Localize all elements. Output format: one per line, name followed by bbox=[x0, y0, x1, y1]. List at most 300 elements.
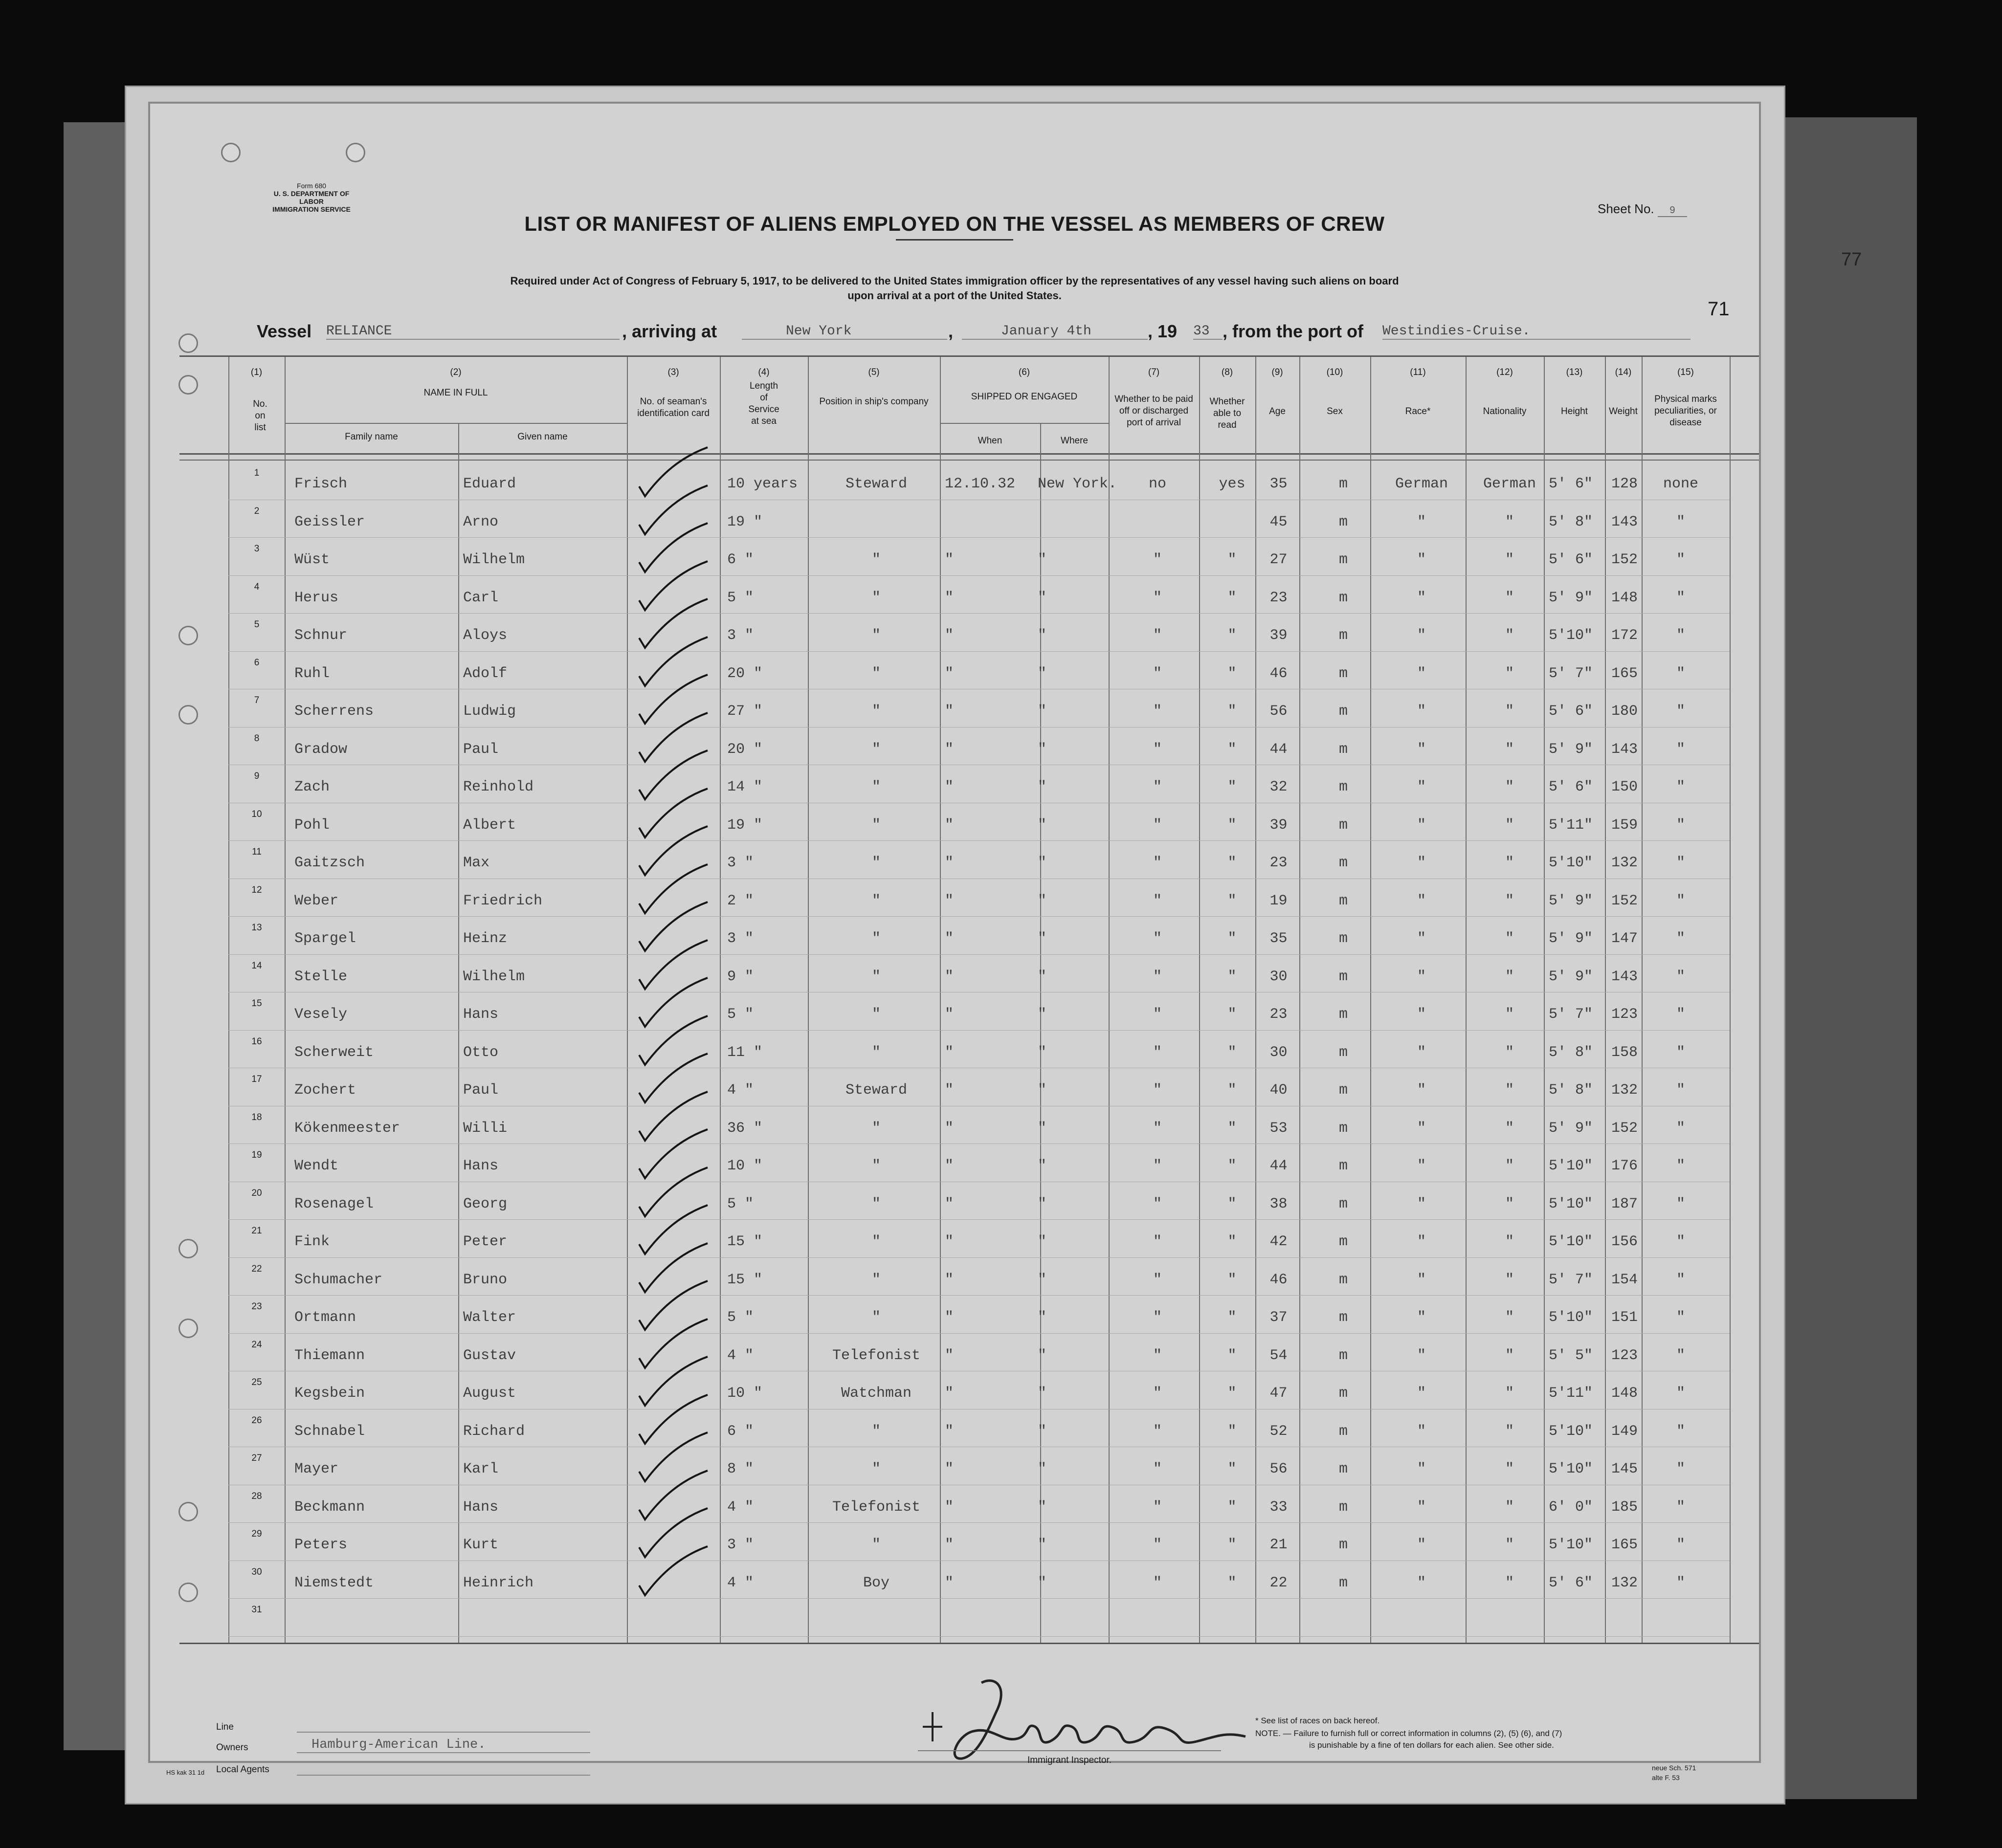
row-number: 7 bbox=[254, 695, 260, 705]
arrival-year: 33 bbox=[1193, 324, 1223, 340]
row-number: 29 bbox=[251, 1529, 262, 1539]
physical-marks: " bbox=[1676, 665, 1685, 682]
age: 23 bbox=[1269, 589, 1288, 606]
able-to-read: " bbox=[1227, 1120, 1237, 1137]
age: 35 bbox=[1269, 476, 1288, 492]
sex: m bbox=[1338, 968, 1348, 985]
height: 5' 6" bbox=[1549, 779, 1593, 795]
given-name: Hans bbox=[463, 1158, 499, 1174]
col-6-header: SHIPPED OR ENGAGED bbox=[971, 392, 1078, 402]
height: 5' 8" bbox=[1549, 513, 1593, 530]
physical-marks: " bbox=[1676, 968, 1685, 985]
shipped-when: " bbox=[945, 1498, 954, 1516]
race: " bbox=[1417, 892, 1426, 909]
col-14-header: Weight bbox=[1609, 406, 1638, 417]
physical-marks: " bbox=[1676, 1347, 1685, 1364]
sex: m bbox=[1338, 1044, 1348, 1061]
ship-position: " bbox=[871, 1233, 881, 1250]
ref-new: neue Sch. 571 bbox=[1652, 1764, 1696, 1772]
table-row bbox=[179, 1220, 1759, 1258]
note-label: NOTE. — bbox=[1255, 1729, 1291, 1738]
paid-off: " bbox=[1153, 779, 1162, 795]
table-row bbox=[179, 538, 1759, 576]
agents-label: Local Agents bbox=[216, 1764, 269, 1775]
race: " bbox=[1417, 930, 1426, 947]
weight: 154 bbox=[1611, 1271, 1638, 1288]
nationality: " bbox=[1505, 1574, 1514, 1591]
family-name: Geissler bbox=[294, 513, 365, 530]
row-number: 18 bbox=[251, 1112, 262, 1122]
owners-label: Owners bbox=[216, 1742, 248, 1753]
col-11-header: Race* bbox=[1405, 406, 1431, 417]
able-to-read: " bbox=[1227, 1423, 1237, 1440]
weight: 152 bbox=[1611, 892, 1638, 909]
age: 30 bbox=[1269, 968, 1288, 985]
nationality: " bbox=[1505, 1006, 1514, 1023]
physical-marks: " bbox=[1676, 1158, 1685, 1174]
family-name: Kegsbein bbox=[294, 1385, 365, 1402]
shipped-when: " bbox=[945, 1120, 954, 1137]
table-row bbox=[179, 1258, 1759, 1296]
family-name: Schnur bbox=[294, 627, 348, 644]
age: 27 bbox=[1269, 551, 1288, 568]
ship-position: Boy bbox=[863, 1574, 890, 1591]
service-length: 15 " bbox=[727, 1233, 763, 1250]
service-length: 20 " bbox=[727, 741, 763, 758]
sex: m bbox=[1338, 703, 1348, 720]
family-name: Schumacher bbox=[294, 1271, 383, 1288]
age: 45 bbox=[1269, 513, 1288, 530]
service-length: 4 " bbox=[727, 1574, 754, 1591]
family-name: Niemstedt bbox=[294, 1574, 374, 1591]
col-15-header: Physical marks peculiarities, or disease bbox=[1654, 394, 1717, 428]
ship-position: Watchman bbox=[841, 1385, 912, 1402]
nationality: " bbox=[1505, 855, 1514, 871]
paid-off: " bbox=[1153, 589, 1162, 606]
height: 5'10" bbox=[1549, 1195, 1593, 1212]
ship-position: Telefonist bbox=[832, 1347, 921, 1364]
paid-off: " bbox=[1153, 1309, 1162, 1326]
shipped-where: " bbox=[1038, 627, 1047, 644]
crew-rows bbox=[179, 357, 1759, 1643]
sex: m bbox=[1338, 1271, 1348, 1288]
age: 42 bbox=[1269, 1233, 1288, 1250]
nationality: " bbox=[1505, 1385, 1514, 1402]
shipped-when: " bbox=[945, 551, 954, 568]
shipped-where: " bbox=[1038, 1498, 1047, 1516]
paid-off: " bbox=[1153, 665, 1162, 682]
shipped-where: " bbox=[1038, 1537, 1047, 1553]
physical-marks: " bbox=[1676, 1120, 1685, 1137]
service-length: 8 " bbox=[727, 1461, 754, 1477]
shipped-when: " bbox=[945, 1195, 954, 1212]
family-name: Wendt bbox=[294, 1158, 339, 1174]
physical-marks: " bbox=[1676, 855, 1685, 871]
service-length: 14 " bbox=[727, 779, 763, 795]
weight: 152 bbox=[1611, 1120, 1638, 1137]
race: " bbox=[1417, 816, 1426, 834]
race: " bbox=[1417, 665, 1426, 682]
height: 5' 9" bbox=[1549, 930, 1593, 947]
age: 56 bbox=[1269, 703, 1288, 720]
physical-marks: " bbox=[1676, 1195, 1685, 1212]
shipped-when: " bbox=[945, 1044, 954, 1061]
ship-position: " bbox=[871, 779, 881, 795]
paid-off: " bbox=[1153, 1271, 1162, 1288]
paid-off: " bbox=[1153, 816, 1162, 834]
able-to-read: " bbox=[1227, 741, 1237, 758]
race: " bbox=[1417, 1195, 1426, 1212]
col-15-number: (15) bbox=[1677, 367, 1694, 377]
shipped-where: " bbox=[1038, 1120, 1047, 1137]
physical-marks: " bbox=[1676, 551, 1685, 568]
note-penalty bbox=[1255, 1728, 1695, 1751]
weight: 165 bbox=[1611, 665, 1638, 682]
row-number: 3 bbox=[254, 544, 260, 554]
ship-position: " bbox=[871, 892, 881, 909]
note-text-1: Failure to furnish full or correct information in columns (2), (5) (6), and (7) bbox=[1293, 1729, 1562, 1738]
nationality: " bbox=[1505, 1044, 1514, 1061]
print-code: HS kak 31 1d bbox=[166, 1769, 205, 1776]
physical-marks: " bbox=[1676, 779, 1685, 795]
service-length: 11 " bbox=[727, 1044, 763, 1061]
weight: 152 bbox=[1611, 551, 1638, 568]
height: 6' 0" bbox=[1549, 1498, 1593, 1516]
col-7-number: (7) bbox=[1148, 367, 1160, 377]
service-length: 3 " bbox=[727, 930, 754, 947]
row-number: 13 bbox=[251, 923, 262, 933]
able-to-read: " bbox=[1227, 930, 1237, 947]
line-field bbox=[297, 1732, 590, 1733]
height: 5' 8" bbox=[1549, 1044, 1593, 1061]
given-name: Paul bbox=[463, 1082, 499, 1099]
family-name: Weber bbox=[294, 892, 339, 909]
family-name: Thiemann bbox=[294, 1347, 365, 1364]
shipped-where: " bbox=[1038, 1044, 1047, 1061]
col-13-header: Height bbox=[1561, 406, 1588, 417]
nationality: " bbox=[1505, 1498, 1514, 1516]
shipped-where: " bbox=[1038, 1195, 1047, 1212]
family-name: Herus bbox=[294, 589, 339, 606]
agents-field bbox=[297, 1775, 590, 1776]
age: 23 bbox=[1269, 855, 1288, 871]
paid-off: " bbox=[1153, 1233, 1162, 1250]
ship-position: " bbox=[871, 665, 881, 682]
sex: m bbox=[1338, 1082, 1348, 1099]
race: " bbox=[1417, 779, 1426, 795]
family-name: Mayer bbox=[294, 1461, 339, 1477]
arrival-date: January 4th bbox=[962, 324, 1148, 340]
race: " bbox=[1417, 1537, 1426, 1553]
family-name: Gradow bbox=[294, 741, 348, 758]
given-name: Albert bbox=[463, 816, 516, 834]
sex: m bbox=[1338, 1461, 1348, 1477]
weight: 151 bbox=[1611, 1309, 1638, 1326]
sex: m bbox=[1338, 1347, 1348, 1364]
row-number: 5 bbox=[254, 619, 260, 630]
family-name: Zochert bbox=[294, 1082, 356, 1099]
service-length: 4 " bbox=[727, 1082, 754, 1099]
height: 5' 6" bbox=[1549, 1574, 1593, 1591]
row-number: 19 bbox=[251, 1150, 262, 1160]
service-length: 4 " bbox=[727, 1498, 754, 1516]
service-length: 5 " bbox=[727, 589, 754, 606]
physical-marks: " bbox=[1676, 1233, 1685, 1250]
physical-marks: " bbox=[1676, 513, 1685, 530]
table-row bbox=[179, 1296, 1759, 1334]
shipped-where: " bbox=[1038, 968, 1047, 985]
height: 5' 6" bbox=[1549, 551, 1593, 568]
shipped-when: " bbox=[945, 627, 954, 644]
ship-position: " bbox=[871, 551, 881, 568]
given-name: Adolf bbox=[463, 665, 508, 682]
physical-marks: " bbox=[1676, 1537, 1685, 1553]
paid-off: " bbox=[1153, 1082, 1162, 1099]
nationality: " bbox=[1505, 1158, 1514, 1174]
race: German bbox=[1395, 476, 1448, 492]
shipped-when: 12.10.32 bbox=[945, 476, 1016, 492]
race: " bbox=[1417, 1385, 1426, 1402]
paid-off: " bbox=[1153, 1423, 1162, 1440]
service-length: 6 " bbox=[727, 551, 754, 568]
row-number: 9 bbox=[254, 771, 260, 781]
age: 37 bbox=[1269, 1309, 1288, 1326]
race: " bbox=[1417, 551, 1426, 568]
able-to-read: " bbox=[1227, 1233, 1237, 1250]
col-10-header: Sex bbox=[1327, 406, 1343, 417]
race: " bbox=[1417, 1082, 1426, 1099]
weight: 165 bbox=[1611, 1537, 1638, 1553]
nationality: " bbox=[1505, 589, 1514, 606]
punch-hole bbox=[346, 143, 365, 162]
given-name: Eduard bbox=[463, 476, 516, 492]
col-13-number: (13) bbox=[1566, 367, 1583, 377]
paid-off: " bbox=[1153, 1120, 1162, 1137]
shipped-when: " bbox=[945, 930, 954, 947]
nationality: " bbox=[1505, 665, 1514, 682]
paid-off: " bbox=[1153, 551, 1162, 568]
sex: m bbox=[1338, 1385, 1348, 1402]
height: 5'10" bbox=[1549, 855, 1593, 871]
service-length: 3 " bbox=[727, 627, 754, 644]
row-number: 23 bbox=[251, 1301, 262, 1312]
age: 46 bbox=[1269, 1271, 1288, 1288]
given-name: Heinrich bbox=[463, 1574, 534, 1591]
weight: 143 bbox=[1611, 513, 1638, 530]
col-6-number: (6) bbox=[1018, 367, 1030, 377]
shipped-when: " bbox=[945, 589, 954, 606]
sex: m bbox=[1338, 1574, 1348, 1591]
line-label: Line bbox=[216, 1722, 234, 1732]
family-name: Spargel bbox=[294, 930, 356, 947]
sheet-value: 9 bbox=[1658, 205, 1687, 217]
paid-off: " bbox=[1153, 741, 1162, 758]
paid-off: " bbox=[1153, 855, 1162, 871]
shipped-when: " bbox=[945, 1574, 954, 1591]
row-number: 31 bbox=[251, 1605, 262, 1615]
nationality: " bbox=[1505, 1423, 1514, 1440]
service-length: 36 " bbox=[727, 1120, 763, 1137]
family-name: Vesely bbox=[294, 1006, 348, 1023]
shipped-where: " bbox=[1038, 1006, 1047, 1023]
physical-marks: " bbox=[1676, 1044, 1685, 1061]
physical-marks: " bbox=[1676, 930, 1685, 947]
weight: 176 bbox=[1611, 1158, 1638, 1174]
nationality: " bbox=[1505, 1347, 1514, 1364]
able-to-read: " bbox=[1227, 1385, 1237, 1402]
able-to-read: " bbox=[1227, 627, 1237, 644]
given-name: August bbox=[463, 1385, 516, 1402]
service-length: 5 " bbox=[727, 1309, 754, 1326]
paid-off: " bbox=[1153, 930, 1162, 947]
ship-position: " bbox=[871, 741, 881, 758]
year-prefix: , 19 bbox=[1148, 321, 1178, 341]
shipped-where: " bbox=[1038, 703, 1047, 720]
height: 5'10" bbox=[1549, 1423, 1593, 1440]
physical-marks: none bbox=[1663, 476, 1698, 492]
race: " bbox=[1417, 1347, 1426, 1364]
able-to-read: " bbox=[1227, 1347, 1237, 1364]
ship-position: " bbox=[871, 816, 881, 834]
shipped-when: " bbox=[945, 1309, 954, 1326]
form-number bbox=[263, 182, 360, 213]
height: 5' 9" bbox=[1549, 1120, 1593, 1137]
able-to-read: " bbox=[1227, 1271, 1237, 1288]
able-to-read: " bbox=[1227, 1309, 1237, 1326]
height: 5' 7" bbox=[1549, 1006, 1593, 1023]
ship-position: " bbox=[871, 1044, 881, 1061]
service-length: 5 " bbox=[727, 1195, 754, 1212]
family-name: Wüst bbox=[294, 551, 330, 568]
service-length: 3 " bbox=[727, 855, 754, 871]
service-length: 2 " bbox=[727, 892, 754, 909]
table-row bbox=[179, 576, 1759, 614]
table-row bbox=[179, 765, 1759, 803]
race: " bbox=[1417, 703, 1426, 720]
given-name: Carl bbox=[463, 589, 499, 606]
shipped-where: " bbox=[1038, 665, 1047, 682]
age: 30 bbox=[1269, 1044, 1288, 1061]
given-name: Gustav bbox=[463, 1347, 516, 1364]
physical-marks: " bbox=[1676, 589, 1685, 606]
paid-off: " bbox=[1153, 892, 1162, 909]
shipped-when: " bbox=[945, 855, 954, 871]
service-length: 9 " bbox=[727, 968, 754, 985]
able-to-read: " bbox=[1227, 1195, 1237, 1212]
height: 5' 8" bbox=[1549, 1082, 1593, 1099]
ship-position: " bbox=[871, 1309, 881, 1326]
shipped-when: " bbox=[945, 1423, 954, 1440]
race: " bbox=[1417, 741, 1426, 758]
paid-off: " bbox=[1153, 703, 1162, 720]
shipped-when: " bbox=[945, 1271, 954, 1288]
nationality: " bbox=[1505, 1195, 1514, 1212]
service-length: 4 " bbox=[727, 1347, 754, 1364]
table-row bbox=[179, 917, 1759, 955]
ship-position: " bbox=[871, 1195, 881, 1212]
shipped-where: " bbox=[1038, 1461, 1047, 1477]
sex: m bbox=[1338, 513, 1348, 530]
age: 44 bbox=[1269, 1158, 1288, 1174]
table-row bbox=[179, 992, 1759, 1031]
owners-value: Hamburg-American Line. bbox=[297, 1738, 590, 1753]
nationality: German bbox=[1483, 476, 1536, 492]
table-row bbox=[179, 1523, 1759, 1561]
nationality: " bbox=[1505, 892, 1514, 909]
weight: 143 bbox=[1611, 741, 1638, 758]
nationality: " bbox=[1505, 1233, 1514, 1250]
ship-position: Telefonist bbox=[832, 1498, 921, 1516]
row-number: 10 bbox=[251, 809, 262, 819]
able-to-read: " bbox=[1227, 665, 1237, 682]
able-to-read: " bbox=[1227, 1574, 1237, 1591]
physical-marks: " bbox=[1676, 1423, 1685, 1440]
able-to-read: " bbox=[1227, 1082, 1237, 1099]
physical-marks: " bbox=[1676, 741, 1685, 758]
col-6a-header: When bbox=[978, 436, 1002, 446]
height: 5' 5" bbox=[1549, 1347, 1593, 1364]
physical-marks: " bbox=[1676, 892, 1685, 909]
height: 5'11" bbox=[1549, 1385, 1593, 1402]
col-10-number: (10) bbox=[1326, 367, 1343, 377]
weight: 172 bbox=[1611, 627, 1638, 644]
sex: m bbox=[1338, 892, 1348, 909]
row-number: 14 bbox=[251, 960, 262, 971]
row-number: 22 bbox=[251, 1263, 262, 1274]
sex: m bbox=[1338, 779, 1348, 795]
able-to-read: " bbox=[1227, 892, 1237, 909]
nationality: " bbox=[1505, 1537, 1514, 1553]
sheet-label: Sheet No. bbox=[1598, 201, 1654, 216]
service-length: 10 " bbox=[727, 1385, 763, 1402]
given-name: Paul bbox=[463, 741, 499, 758]
row-number: 20 bbox=[251, 1188, 262, 1198]
shipped-where: " bbox=[1038, 1423, 1047, 1440]
weight: 187 bbox=[1611, 1195, 1638, 1212]
age: 53 bbox=[1269, 1120, 1288, 1137]
punch-hole bbox=[178, 333, 198, 353]
shipped-when: " bbox=[945, 1347, 954, 1364]
nationality: " bbox=[1505, 513, 1514, 530]
weight: 185 bbox=[1611, 1498, 1638, 1516]
able-to-read: " bbox=[1227, 589, 1237, 606]
ship-position: " bbox=[871, 589, 881, 606]
physical-marks: " bbox=[1676, 1385, 1685, 1402]
age: 46 bbox=[1269, 665, 1288, 682]
paid-off: " bbox=[1153, 1461, 1162, 1477]
able-to-read: " bbox=[1227, 1461, 1237, 1477]
sex: m bbox=[1338, 741, 1348, 758]
physical-marks: " bbox=[1676, 1309, 1685, 1326]
page-title: LIST OR MANIFEST OF ALIENS EMPLOYED ON THE VESSEL AS MEMBERS OF CREW bbox=[524, 212, 1385, 235]
table-row bbox=[179, 1561, 1759, 1599]
nationality: " bbox=[1505, 1309, 1514, 1326]
table-row bbox=[179, 727, 1759, 766]
weight: 123 bbox=[1611, 1006, 1638, 1023]
able-to-read: " bbox=[1227, 1537, 1237, 1553]
weight: 128 bbox=[1611, 476, 1638, 492]
shipped-where: " bbox=[1038, 1158, 1047, 1174]
physical-marks: " bbox=[1676, 816, 1685, 834]
ship-position: " bbox=[871, 855, 881, 871]
height: 5' 9" bbox=[1549, 741, 1593, 758]
able-to-read: " bbox=[1227, 816, 1237, 834]
col-7-header: Whether to be paid off or discharged port of arrival bbox=[1114, 394, 1193, 428]
row-number: 16 bbox=[251, 1036, 262, 1047]
col-8-number: (8) bbox=[1221, 367, 1233, 377]
department-name: U. S. DEPARTMENT OF LABOR bbox=[273, 190, 350, 205]
row-number: 8 bbox=[254, 733, 260, 744]
